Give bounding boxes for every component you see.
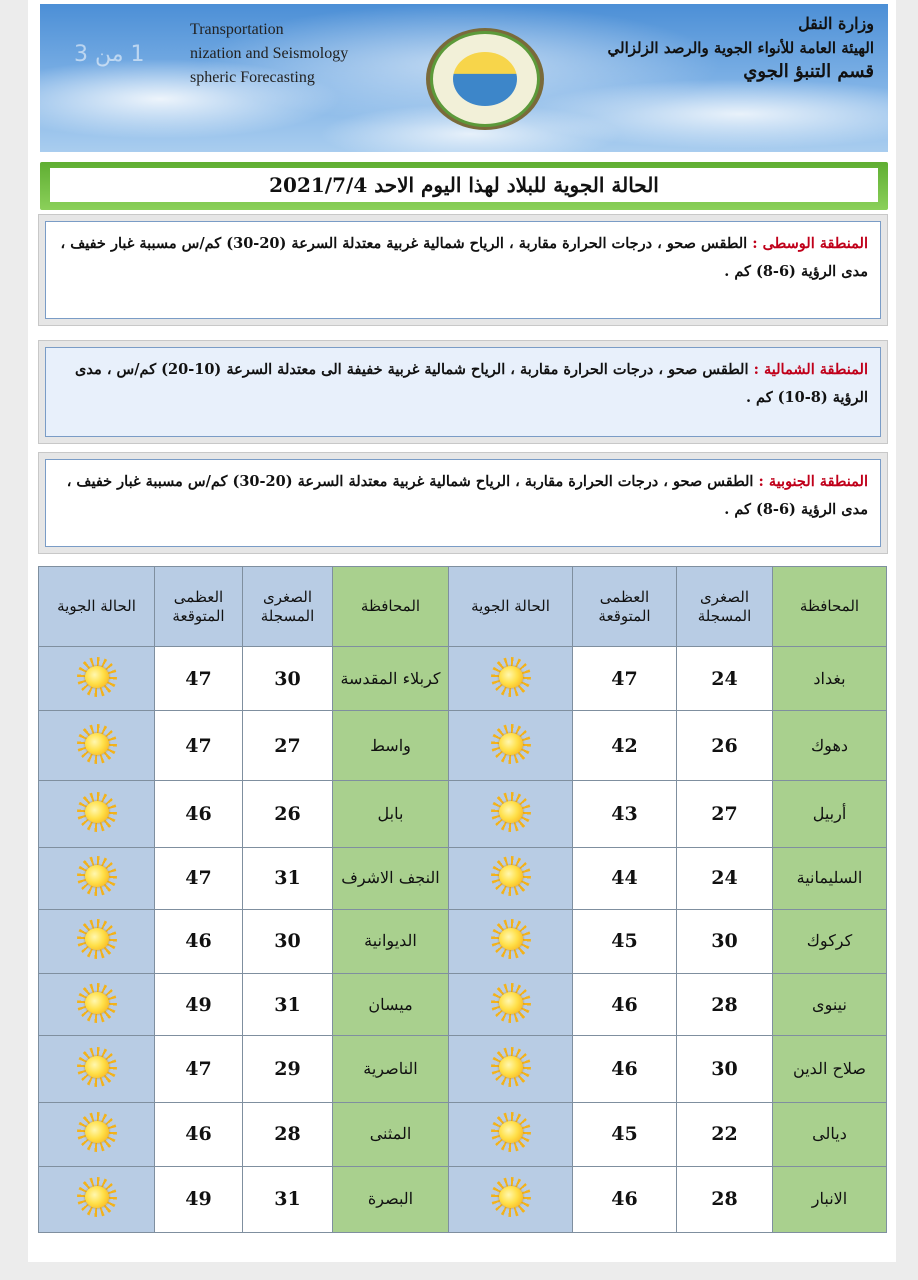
- governorate-cell: الديوانية: [333, 909, 449, 973]
- max-expected-cell: 49: [155, 974, 243, 1036]
- governorate-cell: ميسان: [333, 974, 449, 1036]
- governorate-cell: الناصرية: [333, 1036, 449, 1102]
- max-expected-cell: 46: [155, 1102, 243, 1166]
- min-recorded-cell: 27: [677, 781, 773, 847]
- table-row: [39, 1166, 887, 1232]
- weather-cell: [449, 647, 573, 711]
- min-recorded-cell: 30: [243, 909, 333, 973]
- governorate-cell: المثنى: [333, 1102, 449, 1166]
- department-name: قسم التنبؤ الجوي: [743, 61, 874, 82]
- weather-cell: [39, 1166, 155, 1232]
- governorate-cell: واسط: [333, 711, 449, 781]
- max-expected-cell: 46: [155, 909, 243, 973]
- governorate-cell: النجف الاشرف: [333, 847, 449, 909]
- sunny-icon: [491, 983, 531, 1023]
- english-header-line-2: nization and Seismology: [190, 45, 349, 62]
- weather-cell: [39, 909, 155, 973]
- sunny-icon: [491, 1047, 531, 1087]
- header-max-expected: العظمى المتوقعة: [573, 567, 677, 647]
- max-expected-cell: 46: [573, 974, 677, 1036]
- min-recorded-cell: 31: [243, 1166, 333, 1232]
- sunny-icon: [491, 1112, 531, 1152]
- weather-cell: [449, 847, 573, 909]
- min-recorded-cell: 26: [243, 781, 333, 847]
- weather-cell: [39, 847, 155, 909]
- governorate-cell: السليمانية: [773, 847, 887, 909]
- weather-cell: [39, 974, 155, 1036]
- english-header: [190, 18, 348, 90]
- governorate-cell: كركوك: [773, 909, 887, 973]
- header-governorate: المحافظة: [773, 567, 887, 647]
- sunny-icon: [491, 1177, 531, 1217]
- governorate-cell: دهوك: [773, 711, 887, 781]
- sunny-icon: [491, 724, 531, 764]
- table-header-row: [39, 567, 887, 647]
- max-expected-cell: 45: [573, 1102, 677, 1166]
- arabic-header: [608, 12, 875, 84]
- sunny-icon: [77, 657, 117, 697]
- governorate-cell: بابل: [333, 781, 449, 847]
- governorate-cell: الانبار: [773, 1166, 887, 1232]
- max-expected-cell: 43: [573, 781, 677, 847]
- weather-cell: [449, 711, 573, 781]
- governorate-cell: البصرة: [333, 1166, 449, 1232]
- english-header-line-3: spheric Forecasting: [190, 69, 315, 86]
- governorate-cell: أربيل: [773, 781, 887, 847]
- header-banner: [40, 4, 888, 152]
- table-row: [39, 974, 887, 1036]
- table-row: [39, 847, 887, 909]
- max-expected-cell: 49: [155, 1166, 243, 1232]
- page-number: 1 من 3: [74, 42, 145, 67]
- min-recorded-cell: 30: [243, 647, 333, 711]
- governorate-cell: كربلاء المقدسة: [333, 647, 449, 711]
- governorate-cell: صلاح الدين: [773, 1036, 887, 1102]
- sunny-icon: [491, 792, 531, 832]
- weather-cell: [449, 781, 573, 847]
- max-expected-cell: 47: [155, 711, 243, 781]
- header-weather: الحالة الجوية: [39, 567, 155, 647]
- sunny-icon: [77, 983, 117, 1023]
- weather-cell: [449, 974, 573, 1036]
- min-recorded-cell: 24: [677, 847, 773, 909]
- table-row: [39, 1102, 887, 1166]
- sunny-icon: [77, 724, 117, 764]
- table-row: [39, 647, 887, 711]
- ministry-name: وزارة النقل: [798, 14, 874, 33]
- min-recorded-cell: 30: [677, 1036, 773, 1102]
- weather-cell: [449, 1102, 573, 1166]
- max-expected-cell: 47: [573, 647, 677, 711]
- governorate-cell: بغداد: [773, 647, 887, 711]
- governorate-cell: نينوى: [773, 974, 887, 1036]
- header-max-expected: العظمى المتوقعة: [155, 567, 243, 647]
- authority-name: الهيئة العامة للأنواء الجوية والرصد الزلزالي: [607, 39, 874, 57]
- table-row: [39, 781, 887, 847]
- table-row: [39, 909, 887, 973]
- sunny-icon: [77, 919, 117, 959]
- header-min-recorded: الصغرى المسجلة: [243, 567, 333, 647]
- meteorological-logo-icon: [426, 28, 544, 130]
- sunny-icon: [491, 657, 531, 697]
- weather-cell: [39, 1036, 155, 1102]
- max-expected-cell: 47: [155, 847, 243, 909]
- weather-cell: [39, 647, 155, 711]
- max-expected-cell: 47: [155, 1036, 243, 1102]
- weather-cell: [449, 1036, 573, 1102]
- weather-cell: [449, 1166, 573, 1232]
- table-row: [39, 1036, 887, 1102]
- region-south-text: الطقس صحو ، درجات الحرارة مقاربة ، الرياح شمالية غربية معتدلة السرعة (20-30) كم/س مسببة غبار خفيف ، مدى الرؤية (6-8) كم .: [66, 473, 868, 518]
- region-south: [38, 452, 888, 554]
- max-expected-cell: 46: [573, 1036, 677, 1102]
- sunny-icon: [77, 1177, 117, 1217]
- governorate-cell: ديالى: [773, 1102, 887, 1166]
- min-recorded-cell: 28: [243, 1102, 333, 1166]
- region-north-name: المنطقة الشمالية :: [753, 361, 868, 378]
- min-recorded-cell: 28: [677, 1166, 773, 1232]
- title-bar: [40, 162, 888, 210]
- max-expected-cell: 42: [573, 711, 677, 781]
- weather-cell: [39, 781, 155, 847]
- max-expected-cell: 47: [155, 647, 243, 711]
- forecast-table: [38, 566, 886, 1233]
- region-central: [38, 214, 888, 326]
- min-recorded-cell: 29: [243, 1036, 333, 1102]
- sunny-icon: [77, 1047, 117, 1087]
- region-central-name: المنطقة الوسطى :: [752, 235, 868, 252]
- table-row: [39, 711, 887, 781]
- min-recorded-cell: 31: [243, 974, 333, 1036]
- region-north-text: الطقس صحو ، درجات الحرارة مقاربة ، الرياح شمالية غربية خفيفة الى معتدلة السرعة (10-20) كم/س ، مدى الرؤية (8-10) كم .: [75, 361, 868, 406]
- weather-cell: [449, 909, 573, 973]
- header-min-recorded: الصغرى المسجلة: [677, 567, 773, 647]
- min-recorded-cell: 26: [677, 711, 773, 781]
- min-recorded-cell: 28: [677, 974, 773, 1036]
- min-recorded-cell: 24: [677, 647, 773, 711]
- header-weather: الحالة الجوية: [449, 567, 573, 647]
- region-central-text: الطقس صحو ، درجات الحرارة مقاربة ، الرياح شمالية غربية معتدلة السرعة (20-30) كم/س مسببة غبار خفيف ، مدى الرؤية (6-8) كم .: [60, 235, 868, 280]
- header-governorate: المحافظة: [333, 567, 449, 647]
- region-north: [38, 340, 888, 444]
- english-header-line-1: Transportation: [190, 21, 284, 38]
- max-expected-cell: 46: [573, 1166, 677, 1232]
- min-recorded-cell: 27: [243, 711, 333, 781]
- max-expected-cell: 44: [573, 847, 677, 909]
- region-south-name: المنطقة الجنوبية :: [758, 473, 868, 490]
- forecast-page: [28, 0, 896, 1262]
- min-recorded-cell: 31: [243, 847, 333, 909]
- sunny-icon: [77, 1112, 117, 1152]
- weather-cell: [39, 711, 155, 781]
- sunny-icon: [77, 856, 117, 896]
- min-recorded-cell: 22: [677, 1102, 773, 1166]
- sunny-icon: [491, 919, 531, 959]
- page-title: الحالة الجوية للبلاد لهذا اليوم الاحد 2021/7/4: [50, 168, 878, 202]
- sunny-icon: [491, 856, 531, 896]
- max-expected-cell: 45: [573, 909, 677, 973]
- sunny-icon: [77, 792, 117, 832]
- min-recorded-cell: 30: [677, 909, 773, 973]
- weather-cell: [39, 1102, 155, 1166]
- max-expected-cell: 46: [155, 781, 243, 847]
